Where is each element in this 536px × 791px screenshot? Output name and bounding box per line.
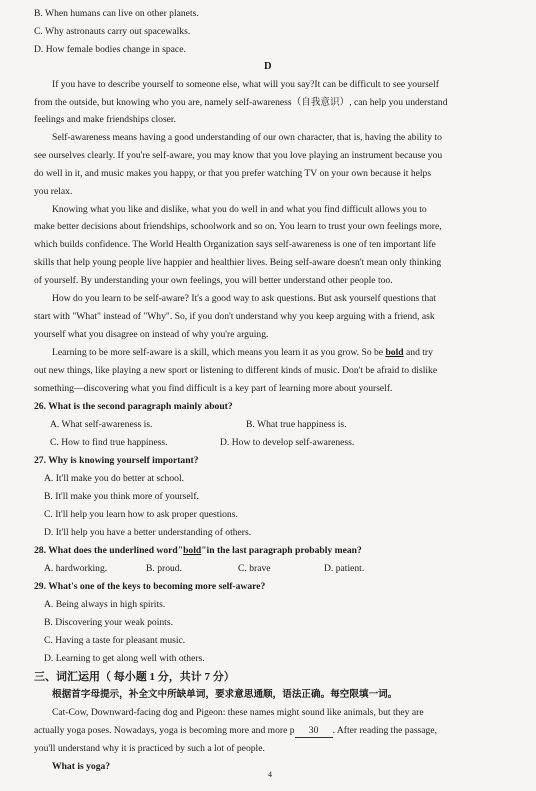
answer-option: C. It'll help you learn how to ask proper questions. — [44, 509, 238, 520]
answer-option: D. Learning to get along well with others. — [44, 653, 205, 664]
passage-line: see ourselves clearly. If you're self-aware, you may know that you love playing an instrument because you — [34, 150, 443, 161]
passage-text: . After reading the passage, — [332, 725, 438, 736]
passage-line: from the outside, but knowing who you are, namely self-awareness（自我意识）, can help you understand — [34, 97, 448, 108]
answer-option: B. What true happiness is. — [246, 419, 347, 430]
passage-text: and try — [403, 347, 433, 358]
passage-line: which builds confidence. The World Health Organization says self-awareness is one of ten important life — [34, 239, 436, 250]
subheading: What is yoga? — [52, 761, 111, 772]
prev-option-b: B. When humans can live on other planets. — [34, 8, 199, 19]
passage-line: start with "What" instead of "Why". So, if you don't understand why you keep arguing with a friend, ask — [34, 311, 435, 322]
answer-option: B. It'll make you think more of yourself. — [44, 491, 199, 502]
answer-option: C. How to find true happiness. — [50, 437, 168, 448]
passage-line: How do you learn to be self-aware? It's a good way to ask questions. But ask yourself questions that — [52, 293, 437, 304]
answer-option: B. proud. — [146, 563, 182, 574]
question-text: "in the last paragraph probably mean? — [201, 545, 362, 556]
page-number: 4 — [268, 770, 272, 779]
underlined-word: bold — [385, 347, 404, 358]
passage-line: skills that help young people live happier and healthier lives. Being self-aware doesn't mean only thinking — [34, 257, 442, 268]
question-stem: 27. Why is knowing yourself important? — [34, 455, 199, 466]
passage-line — [52, 347, 433, 359]
answer-option: D. patient. — [324, 563, 365, 574]
passage-line: Knowing what you like and dislike, what you do well in and what you find difficult allows you to — [52, 204, 427, 215]
passage-letter: D — [264, 61, 272, 72]
passage-line: make better decisions about friendships, schoolwork and so on. You learn to trust your own feelings more, — [34, 221, 442, 232]
passage-line: of yourself. By understanding your own feelings, you will better understand other people too. — [34, 275, 393, 286]
question-stem — [34, 545, 362, 557]
underlined-word: bold — [183, 545, 202, 556]
answer-option: A. Being always in high spirits. — [44, 599, 166, 610]
passage-line: Self-awareness means having a good understanding of our own character, that is, having the ability to — [52, 132, 442, 143]
passage-line: you relax. — [34, 186, 73, 197]
prev-option-c: C. Why astronauts carry out spacewalks. — [34, 26, 191, 37]
passage-line: out new things, like playing a new sport or listening to different kinds of music. Don't be afraid to dislike — [34, 365, 438, 376]
passage-line: feelings and make friendships closer. — [34, 114, 176, 125]
question-stem: 29. What's one of the keys to becoming more self-aware? — [34, 581, 266, 592]
answer-option: A. It'll make you do better at school. — [44, 473, 185, 484]
prev-option-d: D. How female bodies change in space. — [34, 44, 186, 55]
passage-line: you'll understand why it is practiced by such a lot of people. — [34, 743, 265, 754]
answer-option: D. How to develop self-awareness. — [220, 437, 355, 448]
passage-text: actually yoga poses. Nowadays, yoga is becoming more and more p — [34, 725, 295, 736]
passage-line: do well in it, and music makes you happy, or that you prefer watching TV on your own because it helps — [34, 168, 432, 179]
answer-option: A. What self-awareness is. — [50, 419, 153, 430]
answer-blank[interactable]: 30 — [295, 725, 333, 738]
question-text: 28. What does the underlined word" — [34, 545, 184, 556]
answer-option: A. hardworking. — [44, 563, 108, 574]
answer-option: C. Having a taste for pleasant music. — [44, 635, 186, 646]
answer-option: D. It'll help you have a better understanding of others. — [44, 527, 252, 538]
passage-text: Learning to be more self-aware is a skill, which means you learn it as you grow. So be — [52, 347, 386, 358]
passage-line — [34, 725, 437, 738]
answer-option: C. brave — [238, 563, 271, 574]
section-title: 三、词汇运用（ 每小题 1 分，共计 7 分） — [34, 671, 235, 683]
answer-option: B. Discovering your weak points. — [44, 617, 173, 628]
passage-line: yourself what you disagree on instead of why you're arguing. — [34, 329, 269, 340]
passage-line: If you have to describe yourself to someone else, what will you say?It can be difficult to see yourself — [52, 79, 439, 90]
question-stem: 26. What is the second paragraph mainly about? — [34, 401, 233, 412]
section-instruction: 根据首字母提示，补全文中所缺单词，要求意思通顺，语法正确。每空限填一词。 — [52, 689, 398, 700]
passage-line: Cat-Cow, Downward-facing dog and Pigeon: these names might sound like animals, but they are — [52, 707, 424, 718]
passage-line: something—discovering what you find difficult is a key part of learning more about yourself. — [34, 383, 393, 394]
